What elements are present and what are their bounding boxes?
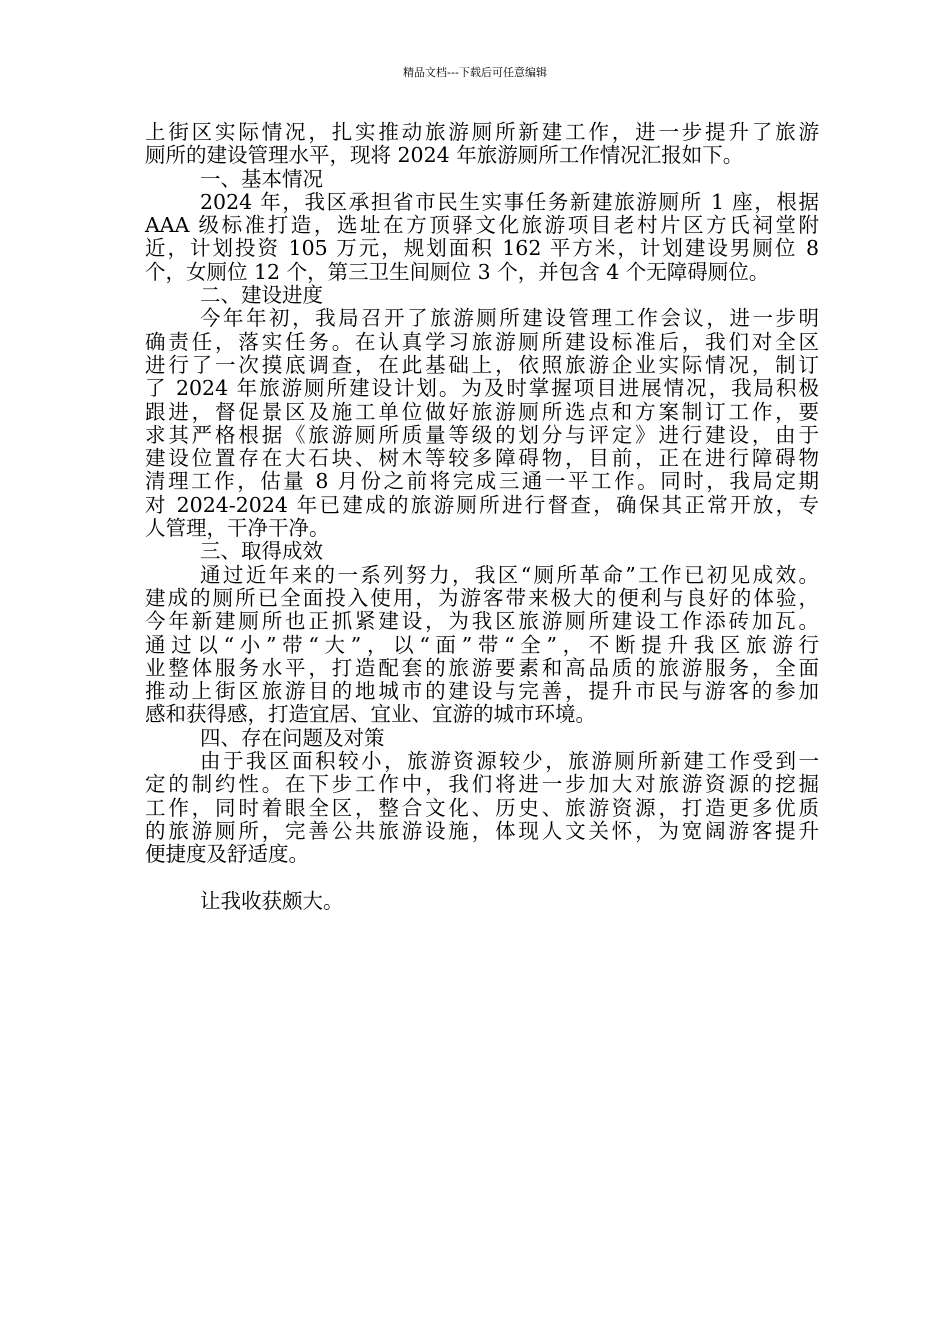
paragraph-line: 人管理，干净干净。 [145, 516, 330, 541]
section-heading: 三、取得成效 [200, 539, 323, 564]
paragraph-line: 定的制约性。在下步工作中，我们将进一步加大对旅游资源的挖掘 [145, 772, 819, 797]
paragraph-line: 清理工作，估量 8 月份之前将完成三通一平工作。同时，我局定期 [145, 469, 819, 494]
section-heading: 四、存在问题及对策 [200, 725, 385, 750]
page-header: 精品文档---下载后可任意编辑 [403, 66, 547, 79]
blank-line [145, 867, 819, 890]
paragraph-line: 厕所的建设管理水平，现将 2024 年旅游厕所工作情况汇报如下。 [145, 143, 744, 168]
paragraph-line: 个，女厕位 12 个，第三卫生间厕位 3 个，并包含 4 个无障碍厕位。 [145, 259, 770, 284]
paragraph-line: 便捷度及舒适度。 [145, 842, 309, 867]
paragraph-line: 了 2024 年旅游厕所建设计划。为及时掌握项目进展情况，我局积极 [145, 376, 819, 401]
document-body [145, 121, 819, 913]
paragraph-line: 推动上街区旅游目的地城市的建设与完善，提升市民与游客的参加 [145, 679, 819, 704]
paragraph-line: 建设位置存在大石块、树木等较多障碍物，目前，正在进行障碍物 [145, 446, 819, 471]
paragraph-line: 建成的厕所已全面投入使用，为游客带来极大的便利与良好的体验， [145, 585, 819, 610]
paragraph-line: 感和获得感，打造宜居、宜业、宜游的城市环境。 [145, 702, 596, 727]
closing-line: 让我收获颇大。 [200, 888, 344, 913]
paragraph-line: 通过以“小”带“大”，以“面”带“全”，不断提升我区旅游行 [145, 632, 819, 657]
paragraph-line: 通过近年来的一系列努力，我区“厕所革命”工作已初见成效。 [200, 562, 819, 587]
paragraph-line: 对 2024-2024 年已建成的旅游厕所进行督查，确保其正常开放，专 [145, 492, 819, 517]
paragraph-line: 求其严格根据《旅游厕所质量等级的划分与评定》进行建设，由于 [145, 422, 819, 447]
paragraph-line: 近，计划投资 105 万元，规划面积 162 平方米，计划建设男厕位 8 [145, 236, 819, 261]
paragraph-line: AAA 级标准打造，选址在方顶驿文化旅游项目老村片区方氏祠堂附 [145, 213, 819, 238]
section-heading: 一、基本情况 [200, 166, 323, 191]
paragraph-line: 进行了一次摸底调查，在此基础上，依照旅游企业实际情况，制订 [145, 352, 819, 377]
paragraph-line: 今年年初，我局召开了旅游厕所建设管理工作会议，进一步明 [200, 306, 819, 331]
section-heading: 二、建设进度 [200, 283, 323, 308]
paragraph-line: 今年新建厕所也正抓紧建设，为我区旅游厕所建设工作添砖加瓦。 [145, 609, 819, 634]
paragraph-line: 工作，同时着眼全区，整合文化、历史、旅游资源，打造更多优质 [145, 795, 819, 820]
paragraph-line: 的旅游厕所，完善公共旅游设施，体现人文关怀，为宽阔游客提升 [145, 818, 819, 843]
paragraph-line: 业整体服务水平，打造配套的旅游要素和高品质的旅游服务，全面 [145, 655, 819, 680]
paragraph-line: 跟进，督促景区及施工单位做好旅游厕所选点和方案制订工作，要 [145, 399, 819, 424]
paragraph-line: 由于我区面积较小，旅游资源较少，旅游厕所新建工作受到一 [200, 749, 819, 774]
paragraph-line: 确责任，落实任务。在认真学习旅游厕所建设标准后，我们对全区 [145, 329, 819, 354]
paragraph-line: 2024 年，我区承担省市民生实事任务新建旅游厕所 1 座，根据 [200, 189, 819, 214]
paragraph-line: 上街区实际情况，扎实推动旅游厕所新建工作，进一步提升了旅游 [145, 120, 819, 144]
